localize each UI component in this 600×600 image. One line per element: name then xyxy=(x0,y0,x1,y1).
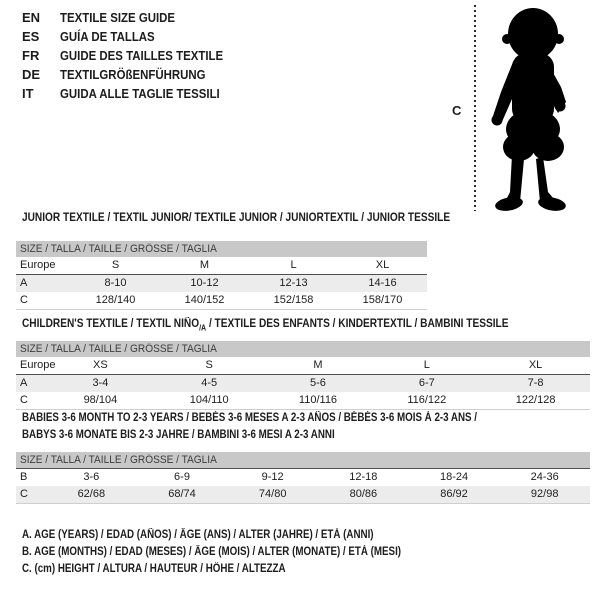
row-label: Europe xyxy=(20,359,56,371)
lang-row-it xyxy=(22,84,245,103)
lang-title: GUIDE DES TAILLES TEXTILE xyxy=(60,48,224,63)
childrens-table-title: CHILDREN'S TEXTILE / TEXTIL $NIÑO_{/A}$ / TEXTILE DES ENFANTS / KINDERTEXTIL / BAMBINI TESSILE xyxy=(22,318,509,333)
cell: XL xyxy=(375,259,390,271)
cell: 3-4 xyxy=(92,377,109,389)
babies-table xyxy=(16,452,590,504)
cell: 80/86 xyxy=(349,488,378,500)
cell: 3-6 xyxy=(83,471,100,483)
junior-table-title: JUNIOR TEXTILE / TEXTIL JUNIOR/ TEXTILE JUNIOR / JUNIORTEXTIL / JUNIOR TESSILE xyxy=(22,212,451,224)
cell: L xyxy=(290,259,297,271)
table-row-age xyxy=(16,469,590,486)
cell: 8-10 xyxy=(104,277,127,289)
cell: XL xyxy=(528,359,543,371)
lang-code: EN xyxy=(22,10,41,25)
cell: XS xyxy=(93,359,108,371)
lang-code: IT xyxy=(22,86,34,101)
row-label: Europe xyxy=(20,259,56,271)
cell: S xyxy=(205,359,213,371)
note-height: C. (cm) HEIGHT / ALTURA / HAUTEUR / HÖHE / ALTEZZA xyxy=(22,563,286,575)
subscript: /A xyxy=(199,323,207,333)
cell: L xyxy=(423,359,430,371)
cell: M xyxy=(313,359,323,371)
cell: 9-12 xyxy=(261,471,284,483)
table-row-age xyxy=(16,275,427,292)
childrens-table xyxy=(16,341,590,410)
babies-table-title: BABIES 3-6 MONTH TO 2-3 YEARS / BEBÉS 3-6 MESES A 2-3 AÑOS / BÉBÉS 3-6 MOIS À 2-3 ANS / BABYS 3-6 MONATE BIS 2-3 JAHRE / BAMBINI 3-6 MESI A 2-3 ANNI xyxy=(22,412,478,441)
row-label: C xyxy=(20,488,28,500)
size-header-bar: SIZE / TALLA / TAILLE / GRÖSSE / TAGLIA xyxy=(16,241,427,257)
lang-title: GUÍA DE TALLAS xyxy=(60,29,155,44)
language-header xyxy=(22,8,245,103)
cell: 74/80 xyxy=(258,488,287,500)
table-row-height xyxy=(16,292,427,310)
legend-notes xyxy=(22,527,468,578)
cell: 122/128 xyxy=(515,394,556,406)
lang-title: GUIDA ALLE TAGLIE TESSILI xyxy=(60,86,220,101)
height-measure-dotted-line xyxy=(474,5,476,211)
cell: 92/98 xyxy=(530,488,559,500)
note-age-months: B. AGE (MONTHS) / EDAD (MESES) / ÂGE (MOIS) / ALTER (MONATE) / ETÀ (MESI) xyxy=(22,546,402,558)
row-label: A xyxy=(20,277,28,289)
table-row-age xyxy=(16,375,590,392)
table-row-height xyxy=(16,392,590,410)
row-label: A xyxy=(20,377,28,389)
lang-row-es xyxy=(22,27,245,46)
lang-row-de xyxy=(22,65,245,84)
lang-code: FR xyxy=(22,48,40,63)
table-row-europe xyxy=(16,357,590,375)
cell: 14-16 xyxy=(368,277,397,289)
cell: 158/170 xyxy=(362,294,403,306)
cell: 7-8 xyxy=(527,377,544,389)
baby-silhouette-image xyxy=(486,7,580,213)
cell: 140/152 xyxy=(184,294,225,306)
lang-code: DE xyxy=(22,67,41,82)
cell: 62/68 xyxy=(77,488,106,500)
cell: 24-36 xyxy=(530,471,559,483)
cell: 152/158 xyxy=(273,294,314,306)
row-label: C xyxy=(20,394,28,406)
cell: 110/116 xyxy=(298,394,338,406)
cell: 12-18 xyxy=(349,471,378,483)
cell: 68/74 xyxy=(168,488,196,500)
cell: 116/122 xyxy=(407,394,447,406)
cell: M xyxy=(199,259,210,271)
cell: 4-5 xyxy=(201,377,218,389)
size-header-bar: SIZE / TALLA / TAILLE / GRÖSSE / TAGLIA xyxy=(16,341,590,357)
note-age-years: A. AGE (YEARS) / EDAD (AÑOS) / ÂGE (ANS) / ALTER (JAHRE) / ETÀ (ANNI) xyxy=(22,529,374,541)
lang-title: TEXTILE SIZE GUIDE xyxy=(60,10,176,25)
lang-row-en xyxy=(22,8,245,27)
height-measure-label: C xyxy=(452,103,462,118)
cell: 18-24 xyxy=(439,471,469,483)
table-row-europe xyxy=(16,257,427,275)
cell: 6-7 xyxy=(418,377,435,389)
size-header-bar: SIZE / TALLA / TAILLE / GRÖSSE / TAGLIA xyxy=(16,452,590,469)
cell: 104/110 xyxy=(189,394,229,406)
lang-code: ES xyxy=(22,29,40,44)
cell: 128/140 xyxy=(95,294,136,306)
cell: 6-9 xyxy=(174,471,190,483)
lang-row-fr xyxy=(22,46,245,65)
cell: 12-13 xyxy=(279,277,308,289)
lang-title: TEXTILGRÖßENFÜHRUNG xyxy=(60,67,206,82)
row-label: C xyxy=(20,294,28,306)
cell: 5-6 xyxy=(310,377,326,389)
row-label: B xyxy=(20,471,28,483)
table-row-height xyxy=(16,486,590,504)
cell: 98/104 xyxy=(83,394,118,406)
cell: 10-12 xyxy=(190,277,219,289)
junior-table xyxy=(16,241,427,310)
cell: S xyxy=(111,259,120,271)
cell: 86/92 xyxy=(440,488,468,500)
